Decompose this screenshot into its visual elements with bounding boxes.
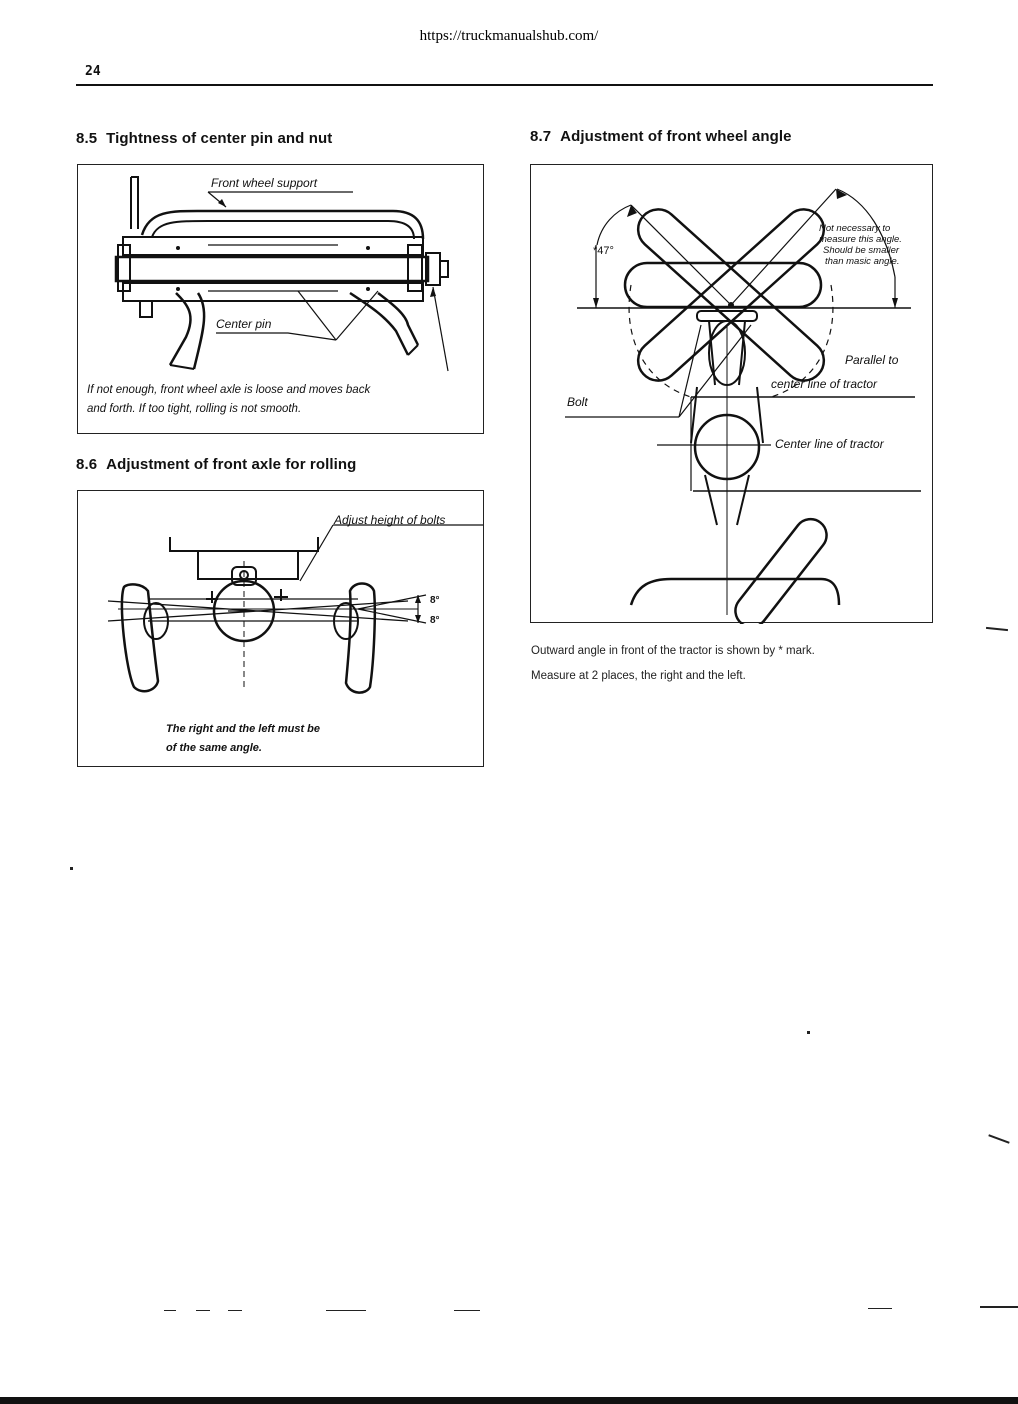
scan-dash	[196, 1310, 210, 1311]
note-line-1: If not enough, front wheel axle is loose and moves back	[87, 384, 371, 396]
label-angle-top: 8°	[430, 595, 440, 606]
figure-front-axle-rolling	[77, 490, 484, 767]
section-8-6-title: Adjustment of front axle for rolling	[106, 456, 357, 473]
label-note-line-2: measure this angle.	[819, 234, 902, 245]
scan-mark	[988, 1134, 1009, 1143]
scan-dash	[164, 1310, 176, 1311]
label-parallel-line-2: center line of tractor	[771, 377, 878, 391]
section-8-7-title: Adjustment of front wheel angle	[560, 128, 792, 145]
section-8-6-heading	[76, 456, 356, 473]
label-parallel-line-1: Parallel to	[845, 353, 899, 367]
scan-dash	[228, 1310, 242, 1311]
label-angle-bottom: 8°	[430, 615, 440, 626]
figure-center-pin	[77, 164, 484, 434]
figure-front-wheel-angle	[530, 164, 933, 623]
source-url: https://truckmanualshub.com/	[419, 28, 599, 44]
label-note-line-1: Not necessary to	[819, 223, 891, 234]
label-front-wheel-support: Front wheel support	[211, 176, 318, 190]
note-line-1: The right and the left must be	[166, 723, 321, 735]
header-rule	[76, 84, 933, 86]
label-note-line-3: Should be smaller	[823, 245, 900, 256]
scan-mark	[980, 1306, 1018, 1308]
scan-mark	[986, 627, 1008, 631]
label-47-degree: *47°	[593, 245, 614, 257]
section-8-7-heading	[530, 128, 792, 145]
section-8-5-number: 8.5	[76, 130, 98, 147]
label-center-line: Center line of tractor	[775, 437, 884, 451]
scan-speck	[70, 867, 73, 870]
note-line-2: of the same angle.	[166, 742, 262, 754]
label-adjust-bolts: Adjust height of bolts	[334, 513, 446, 527]
section-8-7-number: 8.7	[530, 128, 552, 145]
caption-line-2: Measure at 2 places, the right and the left.	[531, 670, 746, 682]
section-8-6-number: 8.6	[76, 456, 98, 473]
section-8-5-title: Tightness of center pin and nut	[106, 130, 333, 147]
bottom-scan-edge	[0, 1397, 1018, 1404]
note-line-2: and forth. If too tight, rolling is not smooth.	[87, 403, 302, 415]
scan-dash	[326, 1310, 366, 1311]
page-number: 24	[85, 64, 101, 79]
scan-dash	[454, 1310, 480, 1311]
section-8-5-heading	[76, 130, 332, 147]
label-bolt: Bolt	[567, 395, 588, 409]
label-center-pin: Center pin	[216, 317, 272, 331]
caption-line-1: Outward angle in front of the tractor is shown by * mark.	[531, 645, 815, 657]
label-note-line-4: than masic angle.	[825, 256, 900, 267]
scan-dash	[868, 1308, 892, 1309]
scan-speck	[807, 1031, 810, 1034]
